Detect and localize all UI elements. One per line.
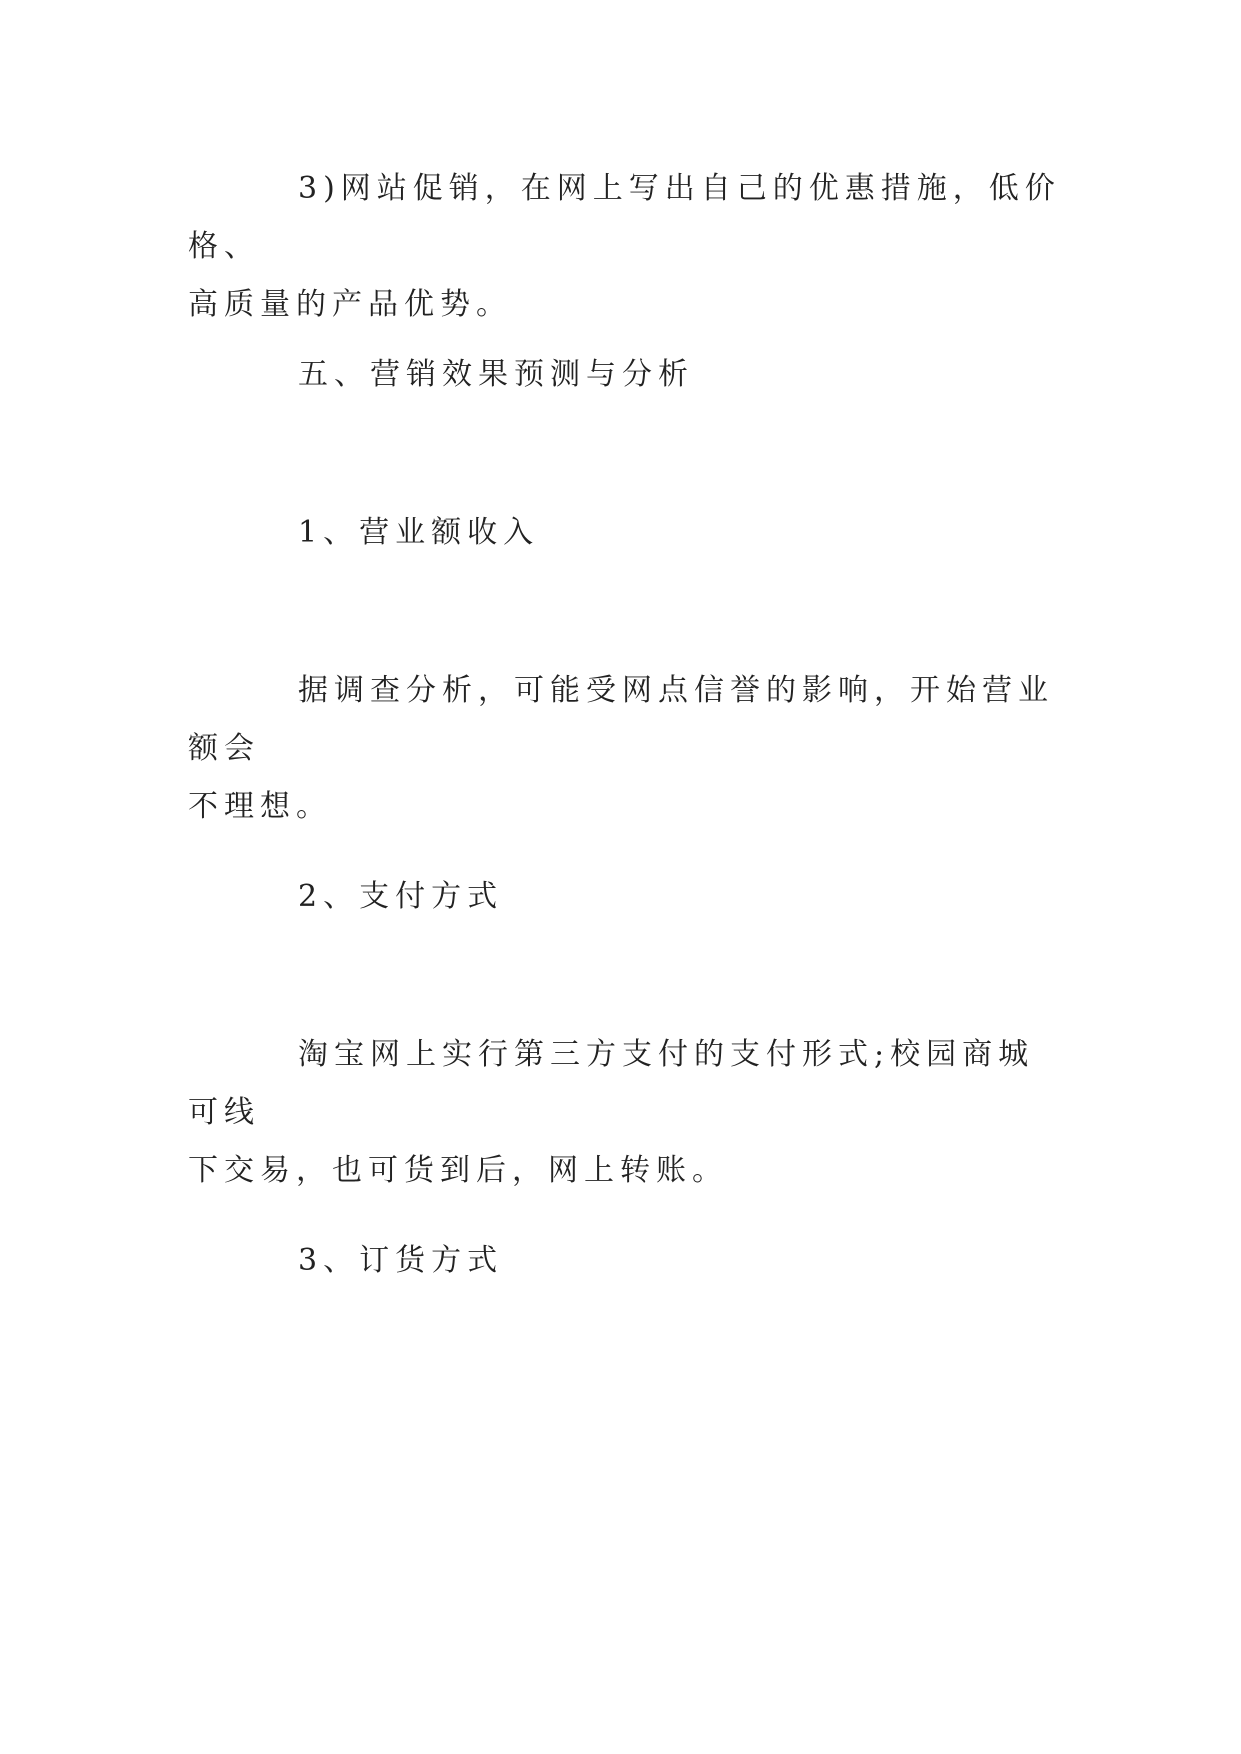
section-heading-five: 五、营销效果预测与分析: [298, 357, 694, 392]
subheading-payment: 2、支付方式: [298, 879, 504, 914]
paragraph-line: 3)网站促销，在网上写出自己的优惠措施，低价格、: [188, 171, 1061, 264]
paragraph-line: 下交易，也可货到后，网上转账。: [188, 1153, 728, 1188]
paragraph-payment-method: [188, 1026, 1068, 1200]
paragraph-website-promotion: [188, 160, 1068, 334]
subheading-ordering: 3、订货方式: [298, 1243, 504, 1278]
subheading-revenue: 1、营业额收入: [298, 515, 540, 550]
paragraph-line: 高质量的产品优势。: [188, 287, 512, 322]
paragraph-revenue-analysis: [188, 662, 1068, 836]
paragraph-line: 据调查分析，可能受网点信誉的影响，开始营业额会: [188, 673, 1054, 766]
paragraph-line: 不理想。: [188, 789, 332, 824]
paragraph-line: 淘宝网上实行第三方支付的支付形式;校园商城可线: [188, 1037, 1035, 1130]
